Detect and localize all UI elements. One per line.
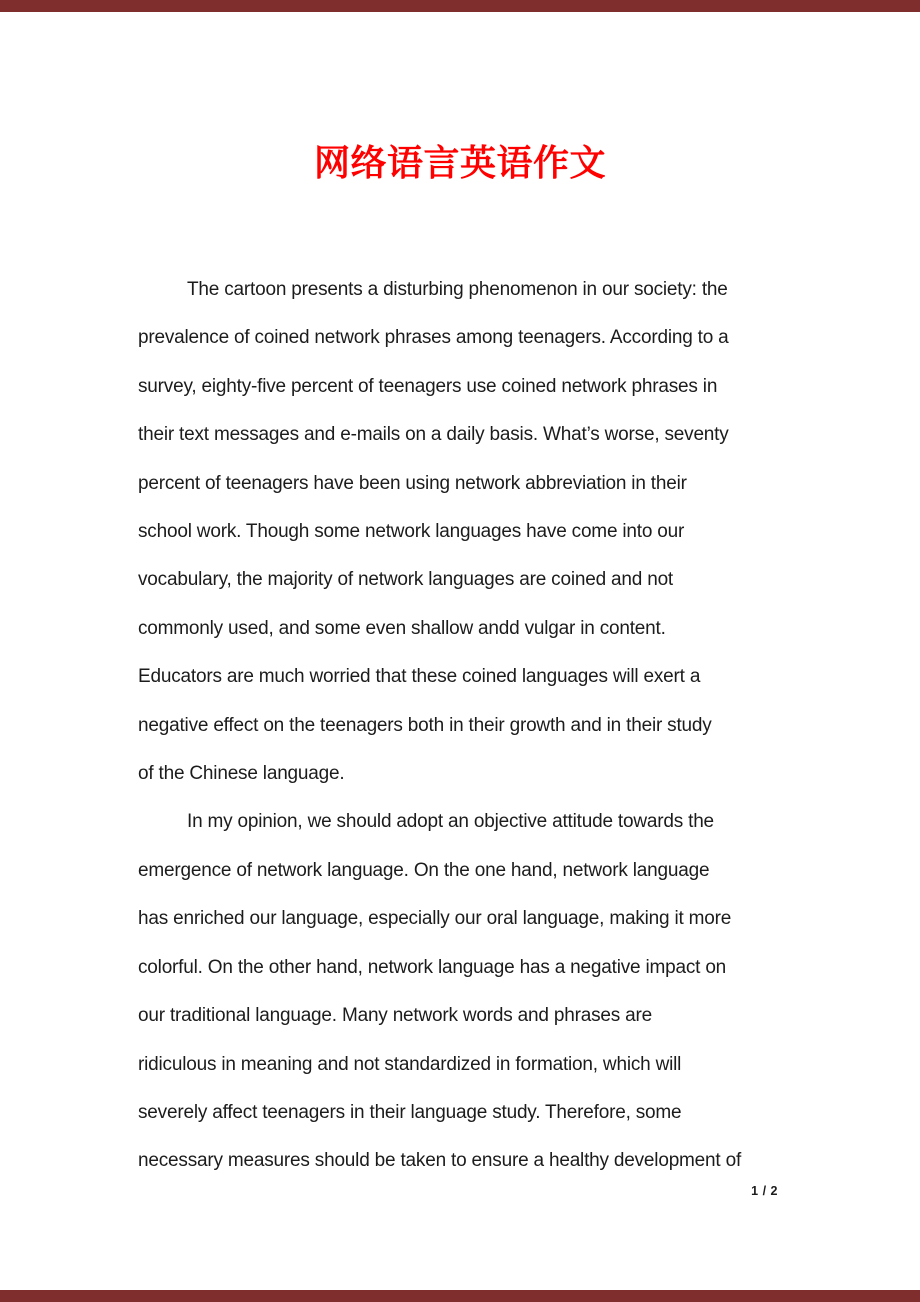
bottom-page-separator-bar bbox=[0, 1290, 920, 1302]
paragraph bbox=[138, 266, 798, 798]
text-line: vocabulary, the majority of network languages are coined and not bbox=[138, 569, 674, 591]
essay-body bbox=[138, 266, 798, 1186]
text-line: percent of teenagers have been using network abbreviation in their bbox=[138, 472, 687, 494]
document-title: 网络语言英语作文 bbox=[313, 142, 606, 184]
text-line: ridiculous in meaning and not standardized in formation, which will bbox=[138, 1053, 682, 1075]
text-line: necessary measures should be taken to ensure a healthy development of bbox=[138, 1150, 742, 1172]
text-line: The cartoon presents a disturbing phenomenon in our society: the bbox=[187, 279, 728, 300]
text-line: colorful. On the other hand, network language has a negative impact on bbox=[138, 956, 727, 978]
text-line: survey, eighty-five percent of teenagers use coined network phrases in bbox=[138, 375, 718, 397]
text-line: severely affect teenagers in their language study. Therefore, some bbox=[138, 1101, 682, 1123]
text-line: school work. Though some network languages have come into our bbox=[138, 521, 685, 543]
text-line: In my opinion, we should adopt an objective attitude towards the bbox=[187, 811, 714, 833]
text-line: prevalence of coined network phrases among teenagers. According to a bbox=[138, 327, 729, 349]
text-line: negative effect on the teenagers both in their growth and in their study bbox=[138, 714, 712, 736]
text-line: commonly used, and some even shallow andd vulgar in content. bbox=[138, 617, 666, 639]
text-line: of the Chinese language. bbox=[138, 763, 345, 785]
page-number: 1 / 2 bbox=[751, 1184, 778, 1198]
paragraph bbox=[138, 798, 798, 1185]
text-line: emergence of network language. On the one hand, network language bbox=[138, 859, 710, 881]
text-line: has enriched our language, especially our oral language, making it more bbox=[138, 908, 732, 930]
top-page-separator-bar bbox=[0, 0, 920, 12]
text-line: their text messages and e-mails on a daily basis. What’s worse, seventy bbox=[138, 424, 729, 446]
text-line: our traditional language. Many network words and phrases are bbox=[138, 1005, 652, 1027]
text-line: Educators are much worried that these coined languages will exert a bbox=[138, 666, 701, 688]
